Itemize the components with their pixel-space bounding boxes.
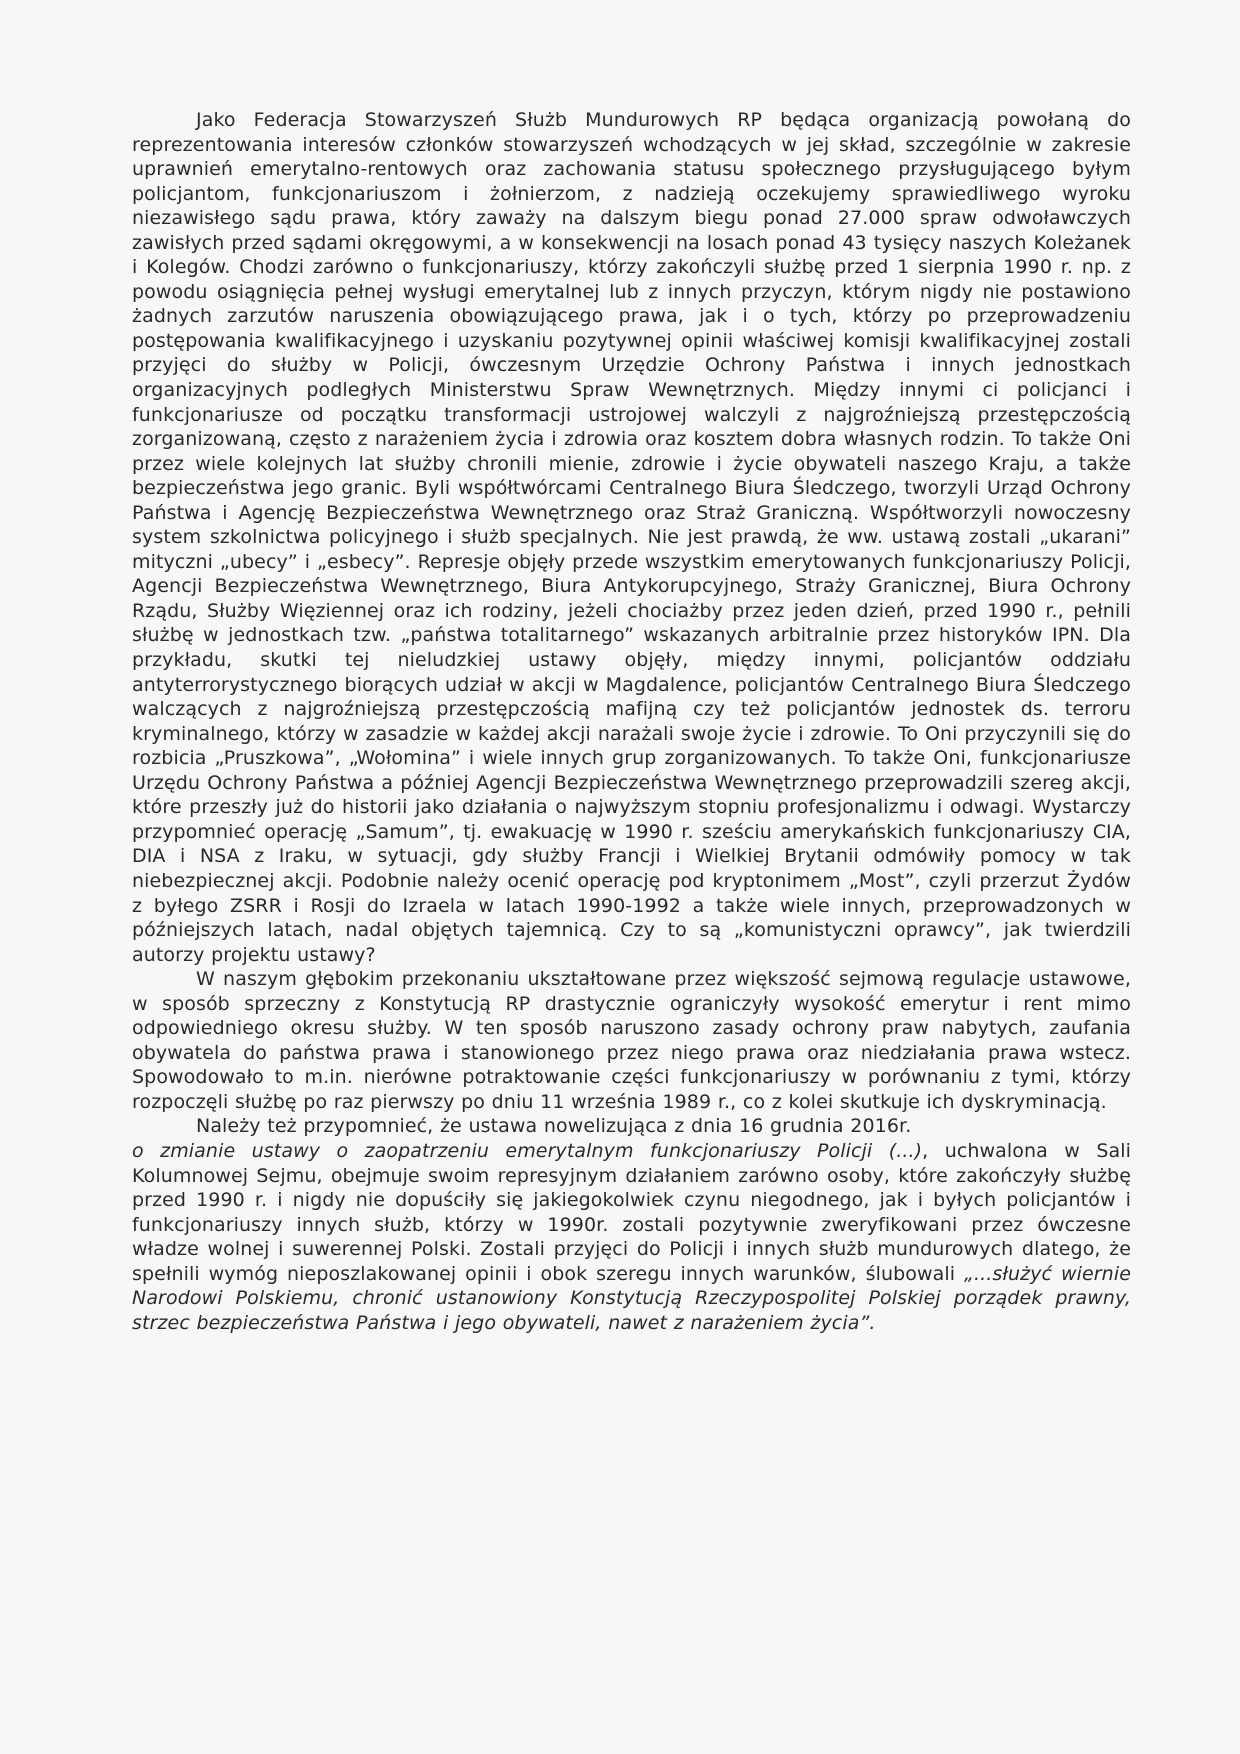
paragraph-federation-statement: Jako Federacja Stowarzyszeń Służb Mundurowych RP będąca organizacją powołaną do reprezentowania interesów członków stowarzyszeń wchodzących w jej skład, szczególnie w zakresie uprawnień emerytalno-rentowych oraz zachowania statusu społecznego przysługującego byłym policjantom, funkcjonariuszom i żołnierzom, z nadzieją oczekujemy sprawiedliwego wyroku niezawisłego sądu prawa, który zaważy na dalszym biegu ponad 27.000 spraw odwoławczych zawisłych przed sądami okręgowymi, a w konsekwencji na losach ponad 43 tysięcy naszych Koleżanek i Kolegów. Chodzi zarówno o funkcjonariuszy, którzy zakończyli służbę przed 1 sierpnia 1990 r. np. z powodu osiągnięcia pełnej wysługi emerytalnej lub z innych przyczyn, którym nigdy nie postawiono żadnych zarzutów naruszenia obowiązującego prawa, jak i o tych, którzy po przeprowadzeniu postępowania kwalifikacyjnego i uzyskaniu pozytywnej opinii właściwej komisji kwalifikacyjnej zostali przyjęci do służby w Policji, ówczesnym Urzędzie Ochrony Państwa i innych jednostkach organizacyjnych podległych Ministerstwu Spraw Wewnętrznych. Między innymi ci policjanci i funkcjonariusze od początku transformacji ustrojowej walczyli z najgroźniejszą przestępczością zorganizowaną, często z narażeniem życia i zdrowia oraz kosztem dobra własnych rodzin. To także Oni przez wiele kolejnych lat służby chronili mienie, zdrowie i życie obywateli naszego Kraju, a także bezpieczeństwa jego granic. Byli współtwórcami Centralnego Biura Śledczego, tworzyli Urząd Ochrony Państwa i Agencję Bezpieczeństwa Wewnętrznego oraz Straż Graniczną. Współtworzyli nowoczesny system szkolnictwa policyjnego i służb specjalnych. Nie jest prawdą, że ww. ustawą zostali „ukarani” mityczni „ubecy” i „esbecy”. Represje objęły przede wszystkim emerytowanych funkcjonariuszy Policji, Agencji Bezpieczeństwa Wewnętrznego, Biura Antykorupcyjnego, Straży Granicznej, Biura Ochrony Rządu, Służby Więziennej oraz ich rodziny, jeżeli chociażby przez jeden dzień, przed 1990 r., pełnili służbę w jednostkach tzw. „państwa totalitarnego” wskazanych arbitralnie przez historyków IPN. Dla przykładu, skutki tej nieludzkiej ustawy objęły, między innymi, policjantów oddziału antyterrorystycznego biorących udział w akcji w Magdalence, policjantów Centralnego Biura Śledczego walczących z najgroźniejszą przestępczością mafijną czy też policjantów jednostek ds. terroru kryminalnego, którzy w zasadzie w każdej akcji narażali swoje życie i zdrowie. To Oni przyczynili się do rozbicia „Pruszkowa”, „Wołomina” i wiele innych grup zorganizowanych. To także Oni, funkcjonariusze Urzędu Ochrony Państwa a później Agencji Bezpieczeństwa Wewnętrznego przeprowadzili szereg akcji, które przeszły już do historii jako działania o najwyższym stopniu profesjonalizmu i odwagi. Wystarczy przypomnieć operację „Samum”, tj. ewakuację w 1990 r. sześciu amerykańskich funkcjonariuszy CIA, DIA i NSA z Iraku, w sytuacji, gdy służby Francji i Wielkiej Brytanii odmówiły pomocy w tak niebezpiecznej akcji. Podobnie należy ocenić operację pod kryptonimem „Most”, czyli przerzut Żydów z byłego ZSRR i Rosji do Izraela w latach 1990-1992 a także wiele innych, przeprowadzonych w późniejszych latach, nadal objętych tajemnicą. Czy to są „komunistyczni oprawcy”, jak twierdzili autorzy projektu ustawy? <box>132 109 1131 966</box>
document-page <box>132 108 1131 1335</box>
amending-act-title: o zmianie ustawy o zaopatrzeniu emerytalnym funkcjonariuszy Policji (...) <box>132 1139 923 1162</box>
amending-act-body: , uchwalona w Sali Kolumnowej Sejmu, obejmuje swoim represyjnym działaniem zarówno osoby, które zakończyły służbę przed 1990 r. i nigdy nie dopuściły się jakiegokolwiek czynu niegodnego, jak i byłych policjantów i funkcjonariuszy innych służb, którzy w 1990r. zostali pozytywnie zweryfikowani przez ówczesne władze wolnej i suwerennej Polski. Zostali przyjęci do Policji i innych służb mundurowych dlatego, że spełnili wymóg nieposzlakowanej opinii i obok szeregu innych warunków, ślubowali <box>132 1139 1131 1285</box>
amending-act-intro: Należy też przypomnieć, że ustawa nowelizująca z dnia 16 grudnia 2016r. <box>196 1115 912 1138</box>
oath-quote: „...służyć wiernie Narodowi Polskiemu, chronić ustanowiony Konstytucją Rzeczypospolitej Polskiej porządek prawny, strzec bezpieczeństwa Państwa i jego obywateli, nawet z narażeniem życia”. <box>132 1262 1131 1334</box>
paragraph-amending-act <box>132 1114 1131 1335</box>
paragraph-constitutional-concerns: W naszym głębokim przekonaniu ukształtowane przez większość sejmową regulacje ustawowe, w sposób sprzeczny z Konstytucją RP drastycznie ograniczyły wysokość emerytur i rent mimo odpowiedniego okresu służby. W ten sposób naruszono zasady ochrony praw nabytych, zaufania obywatela do państwa prawa i stanowionego przez niego prawa oraz niedziałania prawa wstecz. Spowodowało to m.in. nierówne potraktowanie części funkcjonariuszy w porównaniu z tymi, którzy rozpoczęli służbę po raz pierwszy po dniu 11 września 1989 r., co z kolei skutkuje ich dyskryminacją. <box>132 968 1131 1113</box>
